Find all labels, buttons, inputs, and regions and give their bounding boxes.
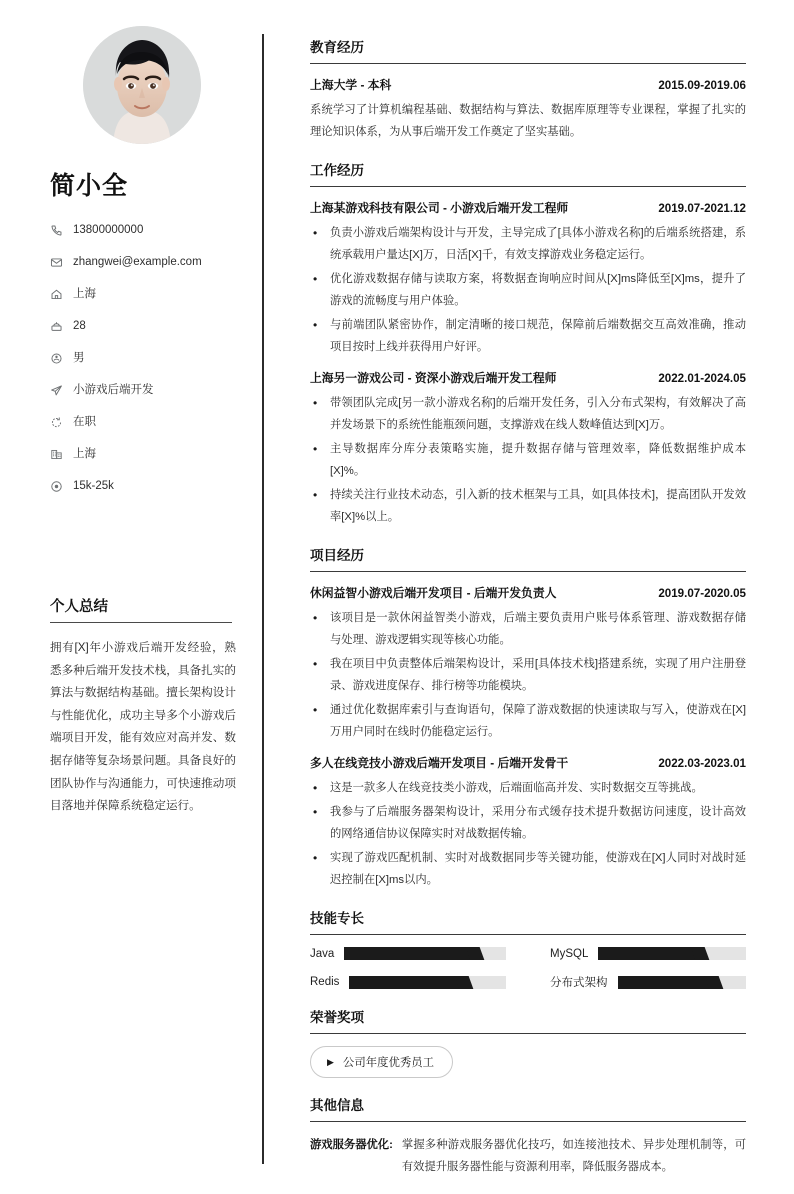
contact-value-position: 小游戏后端开发 (73, 384, 154, 397)
work-entry-date: 2022.01-2024.05 (658, 372, 746, 386)
work-bullet: • 主导数据库分库分表策略实施，提升数据存储与管理效率，降低数据维护成本[X]%。 (310, 438, 746, 482)
education-entry-desc: 系统学习了计算机编程基础、数据结构与算法、数据库原理等专业课程，掌握了扎实的理论知识体系，为从事后端开发工作奠定了坚实基础。 (310, 104, 746, 139)
work-bullet: • 优化游戏数据存储与读取方案，将数据查询响应时间从[X]ms降低至[X]ms，提升了游戏的流畅度与用户体验。 (310, 268, 746, 312)
skill-track (618, 976, 747, 989)
avatar-container (48, 26, 236, 144)
skills-grid (310, 947, 746, 990)
other-info-row (310, 1134, 746, 1178)
personal-summary-section (48, 595, 236, 818)
contact-value-age: 28 (73, 320, 86, 333)
project-entry-title: 休闲益智小游戏后端开发项目 - 后端开发负责人 (310, 586, 557, 601)
honor-badge (310, 1046, 453, 1078)
contact-value-phone: 13800000000 (73, 224, 144, 237)
contact-value-email: zhangwei@example.com (73, 256, 202, 269)
education-entry (310, 76, 746, 143)
work-entry (310, 199, 746, 358)
education-entry-head (310, 76, 746, 93)
work-entry-head (310, 369, 746, 386)
skill-label: Redis (310, 976, 340, 989)
skill-fill (344, 947, 475, 960)
contact-value-salary: 15k-25k (73, 480, 114, 493)
contact-item-email (50, 250, 236, 275)
education-entry-date: 2015.09-2019.06 (658, 79, 746, 92)
skills-section (310, 907, 746, 990)
contact-item-company-city (50, 442, 236, 467)
skill-fill (618, 976, 714, 989)
skill-row-java (310, 947, 506, 960)
work-entry-date: 2019.07-2021.12 (658, 202, 746, 216)
contact-item-salary (50, 474, 236, 499)
contact-item-location (50, 282, 236, 307)
project-entry-date: 2022.03-2023.01 (658, 757, 746, 771)
skill-track (344, 947, 506, 960)
skill-track (349, 976, 506, 989)
phone-icon (50, 224, 63, 237)
project-bullet-list (310, 777, 746, 891)
contact-value-status: 在职 (73, 416, 96, 429)
project-bullet: • 该项目是一款休闲益智类小游戏，后端主要负责用户账号体系管理、游戏数据存储与处理、游戏逻辑实现等核心功能。 (310, 607, 746, 651)
work-bullet: • 持续关注行业技术动态，引入新的技术框架与工具，如[具体技术]，提高团队开发效率[X]%以上。 (310, 484, 746, 528)
calendar-icon (50, 320, 63, 333)
contact-list (50, 218, 236, 499)
project-bullet-list (310, 607, 746, 743)
honor-label: 公司年度优秀员工 (342, 1057, 435, 1070)
contact-value-company-city: 上海 (73, 448, 96, 461)
work-bullet: • 带领团队完成[另一款小游戏名称]的后端开发任务，引入分布式架构，有效解决了高并发场景下的系统性能瓶颈问题，支撑游戏在线人数峰值达到[X]万。 (310, 392, 746, 436)
work-bullet-list (310, 222, 746, 358)
skill-label: Java (310, 947, 335, 960)
projects-heading: 项目经历 (310, 544, 746, 572)
project-entry-title: 多人在线竞技小游戏后端开发项目 - 后端开发骨干 (310, 756, 569, 771)
other-info-value: 掌握多种游戏服务器优化技巧，如连接池技术、异步处理机制等，可有效提升服务器性能与资源利用率，降低服务器成本。 (401, 1139, 746, 1174)
work-entry (310, 369, 746, 528)
work-section (310, 159, 746, 528)
contact-item-age (50, 314, 236, 339)
portrait-photo-icon (83, 26, 201, 144)
skill-label: MySQL (550, 947, 589, 960)
contact-value-gender: 男 (73, 352, 85, 365)
work-heading: 工作经历 (310, 159, 746, 187)
skills-heading: 技能专长 (310, 907, 746, 935)
salary-icon (50, 480, 63, 493)
project-entry (310, 584, 746, 743)
contact-item-position (50, 378, 236, 403)
project-entry (310, 754, 746, 891)
gender-icon (50, 352, 63, 365)
main-content (264, 0, 794, 1194)
skill-fill (349, 976, 463, 989)
work-entry-head (310, 199, 746, 216)
play-triangle-icon: ▶ (327, 1056, 334, 1067)
skill-row-mysql (550, 947, 746, 960)
education-section (310, 36, 746, 143)
other-info-label: 游戏服务器优化: (310, 1139, 393, 1152)
skill-label: 分布式架构 (550, 977, 608, 990)
work-bullet-list (310, 392, 746, 528)
honors-heading: 荣誉奖项 (310, 1006, 746, 1034)
contact-item-status (50, 410, 236, 435)
project-bullet: • 实现了游戏匹配机制、实时对战数据同步等关键功能，使游戏在[X]人同时对战时延迟控制在[X]ms以内。 (310, 847, 746, 891)
personal-summary-heading: 个人总结 (50, 595, 232, 623)
project-entry-head (310, 754, 746, 771)
project-bullet: • 我在项目中负责整体后端架构设计，采用[具体技术栈]搭建系统，实现了用户注册登录、游戏进度保存、排行榜等功能模块。 (310, 653, 746, 697)
skill-fill (598, 947, 700, 960)
other-info-section (310, 1094, 746, 1178)
work-bullet: • 负责小游戏后端架构设计与开发，主导完成了[具体小游戏名称]的后端系统搭建，系统承载用户量达[X]万，日活[X]千，有效支撑游戏业务稳定运行。 (310, 222, 746, 266)
skill-row-distributed-architecture (550, 974, 746, 990)
home-icon (50, 288, 63, 301)
project-entry-head (310, 584, 746, 601)
project-entry-date: 2019.07-2020.05 (658, 587, 746, 601)
paper-plane-icon (50, 384, 63, 397)
avatar (83, 26, 201, 144)
status-icon (50, 416, 63, 429)
education-entry-title: 上海大学 - 本科 (310, 78, 392, 92)
envelope-icon (50, 256, 63, 269)
work-entry-title: 上海某游戏科技有限公司 - 小游戏后端开发工程师 (310, 201, 569, 216)
honor-list (310, 1046, 746, 1078)
personal-summary-body: 拥有[X]年小游戏后端开发经验，熟悉多种后端开发技术栈，具备扎实的算法与数据结构基础。擅长架构设计与性能优化，成功主导多个小游戏后端项目开发，能有效应对高并发、数据存储等复杂场景问题。具备良好的团队协作与沟通能力，可快速推动项目落地并保障系统稳定运行。 (50, 641, 236, 813)
honors-section (310, 1006, 746, 1078)
work-bullet: • 与前端团队紧密协作，制定清晰的接口规范，保障前后端数据交互高效准确，推动项目按时上线并获得用户好评。 (310, 314, 746, 358)
building-icon (50, 448, 63, 461)
skill-track (598, 947, 746, 960)
person-name: 简小全 (50, 172, 129, 200)
sidebar (0, 0, 264, 1194)
education-heading: 教育经历 (310, 36, 746, 64)
skill-row-redis (310, 974, 506, 990)
project-bullet: • 这是一款多人在线竞技类小游戏，后端面临高并发、实时数据交互等挑战。 (310, 777, 746, 799)
project-bullet: • 我参与了后端服务器架构设计，采用分布式缓存技术提升数据访问速度，设计高效的网络通信协议保障实时对战数据传输。 (310, 801, 746, 845)
contact-item-phone (50, 218, 236, 243)
project-bullet: • 通过优化数据库索引与查询语句，保障了游戏数据的快速读取与写入，使游戏在[X]万用户同时在线时仍能稳定运行。 (310, 699, 746, 743)
work-entry-title: 上海另一游戏公司 - 资深小游戏后端开发工程师 (310, 371, 557, 386)
contact-value-location: 上海 (73, 288, 96, 301)
other-info-heading: 其他信息 (310, 1094, 746, 1122)
projects-section (310, 544, 746, 891)
contact-item-gender (50, 346, 236, 371)
